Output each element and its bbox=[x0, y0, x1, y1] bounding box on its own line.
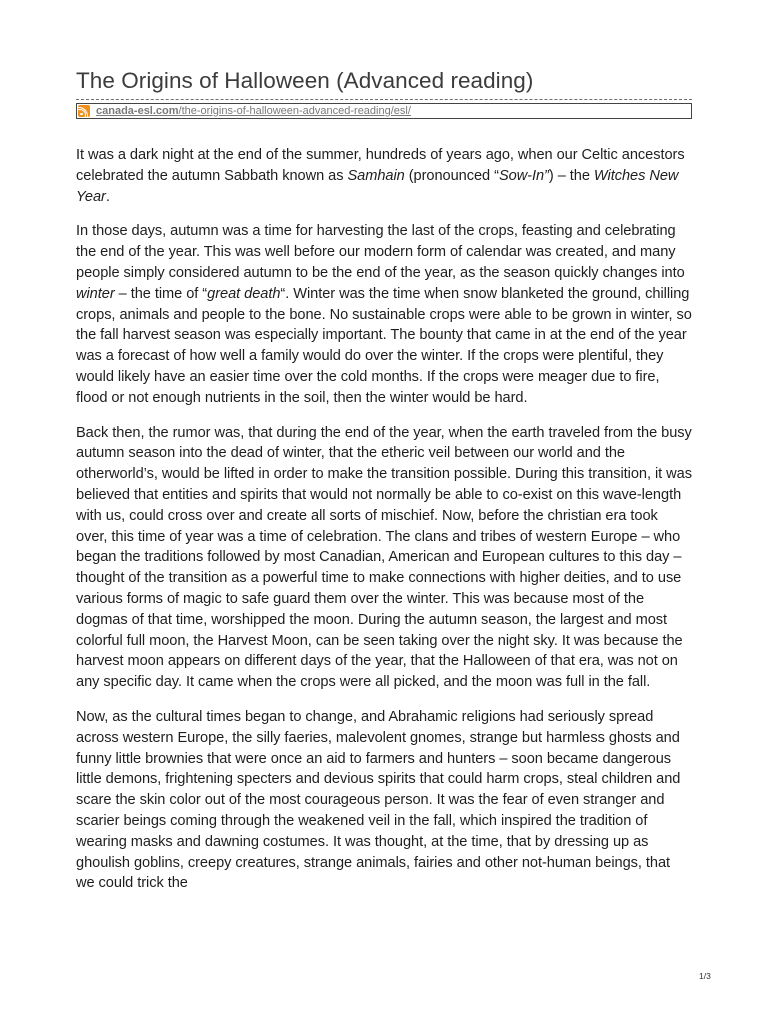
source-path-link[interactable]: /the-origins-of-halloween-advanced-reading/esl/ bbox=[178, 104, 411, 117]
page-title: The Origins of Halloween (Advanced reading) bbox=[76, 68, 534, 93]
source-link-box[interactable] bbox=[76, 103, 692, 119]
rss-icon bbox=[78, 105, 90, 117]
article-body bbox=[76, 145, 692, 894]
document-page bbox=[76, 66, 692, 908]
source-domain-link[interactable]: canada-esl.com bbox=[96, 104, 179, 117]
paragraph-4: Now, as the cultural times began to change, and Abrahamic religions had seriously spread across western Europe, the silly faeries, malevolent gnomes, strange but harmless ghosts and funny little brownies that were once an aid to farmers and hunters – soon became dangerous little demons, frightening specters and devious spirits that could harm crops, steal children and scare the skin color out of the most courageous person. It was the fear of even stranger and scarier beings coming through the weakened veil in the fall, which inspired the tradition of wearing masks and dawning costumes. It was thought, at the time, that by dressing up as ghoulish goblins, creepy creatures, strange animals, fairies and other not-human beings, that we could trick the bbox=[76, 708, 681, 892]
title-divider bbox=[76, 99, 692, 100]
paragraph-1: It was a dark night at the end of the summer, hundreds of years ago, when our Celtic ancestors celebrated the autumn Sabbath known as Samhain (pronounced “Sow-In”) – the Witches New Year. bbox=[76, 147, 685, 205]
paragraph-3: Back then, the rumor was, that during the end of the year, when the earth traveled from the busy autumn season into the dead of winter, that the etheric veil between our world and the otherworld’s, would be lifted in order to make the transition possible. During this transition, it was believed that entities and spirits that would not normally be able to co-exist on this wave-length with us, could cross over and create all sorts of mischief. Now, before the christian era took over, this time of year was a time of celebration. The clans and tribes of western Europe – who began the traditions followed by most Canadian, American and European cultures to this day – thought of the transition as a powerful time to make connections with higher deities, and to use various forms of magic to safe guard them over the winter. This was because most of the dogmas of that time, worshipped the moon. During the autumn season, the largest and most colorful full moon, the Harvest Moon, can be seen taking over the night sky. It was because the harvest moon appears on different days of the year, that the Halloween of that era, was not on any specific day. It came when the crops were all picked, and the moon was full in the fall. bbox=[76, 424, 692, 691]
paragraph-2: In those days, autumn was a time for harvesting the last of the crops, feasting and celebrating the end of the year. This was well before our modern form of calendar was created, and many people simply considered autumn to be the end of the year, as the season quickly changes into winter – the time of “great death“. Winter was the time when snow blanketed the ground, chilling crops, animals and people to the bone. No sustainable crops were able to be grown in winter, so the fall harvest season was especially important. The bounty that came in at the end of the year was a forecast of how well a family would do over the winter. If the crops were plentiful, they would likely have an easier time over the cold months. If the crops were meager due to fire, flood or not enough nutrients in the soil, then the winter would be hard. bbox=[76, 223, 692, 406]
page-number: 1/3 bbox=[699, 971, 711, 981]
